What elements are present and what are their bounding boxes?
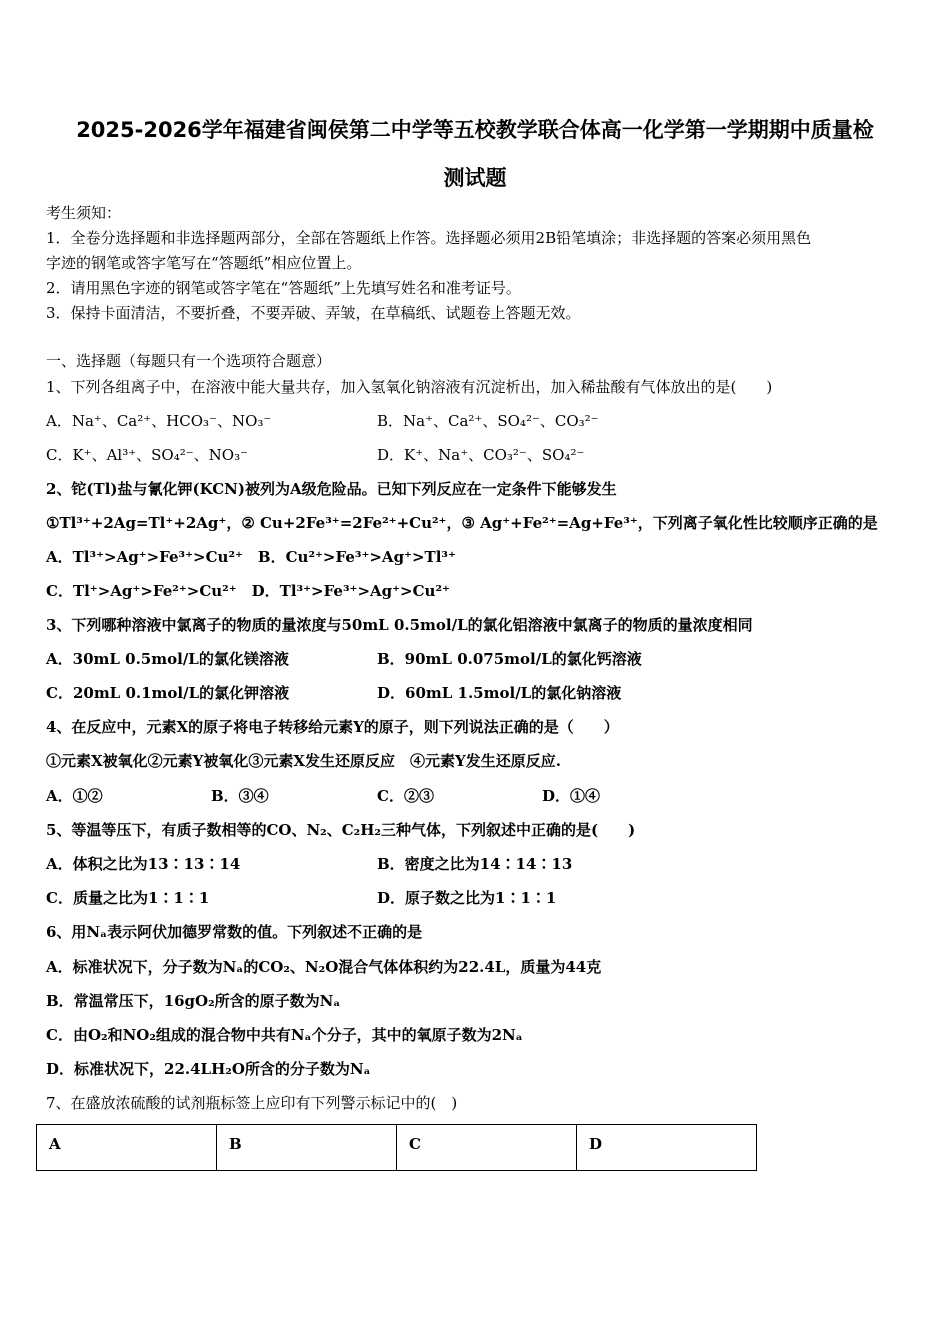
notice-item-2: 2．请用黑色字迹的钢笔或答字笔在“答题纸”上先填写姓名和准考证号。 bbox=[46, 279, 521, 297]
q1-option-d: D．K⁺、Na⁺、CO₃²⁻、SO₄²⁻ bbox=[377, 446, 585, 464]
q7-cell-c: C bbox=[397, 1125, 577, 1171]
q4-option-b: B．③④ bbox=[211, 787, 269, 805]
q3-option-d: D．60mL 1.5mol/L的氯化钠溶液 bbox=[377, 684, 622, 702]
q6-option-a: A．标准状况下，分子数为Nₐ的CO₂、N₂O混合气体体积约为22.4L，质量为44克 bbox=[46, 958, 602, 976]
q3-option-a: A．30mL 0.5mol/L的氯化镁溶液 bbox=[46, 650, 289, 668]
q2-reactions: ①Tl³⁺+2Ag=Tl⁺+2Ag⁺，② Cu+2Fe³⁺=2Fe²⁺+Cu²⁺，③ Ag⁺+Fe²⁺=Ag+Fe³⁺，下列离子氧化性比较顺序正确的是 bbox=[46, 514, 878, 532]
q4-option-c: C．②③ bbox=[377, 787, 434, 805]
q1-option-a: A．Na⁺、Ca²⁺、HCO₃⁻、NO₃⁻ bbox=[46, 412, 272, 430]
q1-option-b: B．Na⁺、Ca²⁺、SO₄²⁻、CO₃²⁻ bbox=[377, 412, 599, 430]
q4-option-d: D．①④ bbox=[542, 787, 601, 805]
q4-option-a: A．①② bbox=[46, 787, 103, 805]
q7-cell-b: B bbox=[217, 1125, 397, 1171]
q7-cell-d: D bbox=[577, 1125, 757, 1171]
q5-option-a: A．体积之比为13∶13∶14 bbox=[46, 855, 241, 873]
q6-stem: 6、用Nₐ表示阿伏加德罗常数的值。下列叙述不正确的是 bbox=[46, 923, 423, 941]
q4-stem: 4、在反应中，元素X的原子将电子转移给元素Y的原子，则下列说法正确的是（ ） bbox=[46, 718, 619, 736]
q7-options-table bbox=[36, 1124, 757, 1171]
q3-option-c: C．20mL 0.1mol/L的氯化钾溶液 bbox=[46, 684, 290, 702]
q5-stem: 5、等温等压下，有质子数相等的CO、N₂、C₂H₂三种气体，下列叙述中正确的是( ) bbox=[46, 821, 636, 839]
page-title-line2: 测试题 bbox=[443, 166, 507, 190]
q3-stem: 3、下列哪种溶液中氯离子的物质的量浓度与50mL 0.5mol/L的氯化铝溶液中氯离子的物质的量浓度相同 bbox=[46, 616, 753, 634]
q7-stem: 7、在盛放浓硫酸的试剂瓶标签上应印有下列警示标记中的( ) bbox=[46, 1094, 458, 1112]
q2-options-cd: C．Tl⁺>Ag⁺>Fe²⁺>Cu²⁺ D．Tl³⁺>Fe³⁺>Ag⁺>Cu²⁺ bbox=[46, 582, 450, 600]
q1-stem: 1、下列各组离子中，在溶液中能大量共存，加入氢氧化钠溶液有沉淀析出，加入稀盐酸有气体放出的是( ) bbox=[46, 378, 773, 396]
q3-option-b: B．90mL 0.075mol/L的氯化钙溶液 bbox=[377, 650, 642, 668]
q6-option-c: C．由O₂和NO₂组成的混合物中共有Nₐ个分子，其中的氧原子数为2Nₐ bbox=[46, 1026, 523, 1044]
q5-option-c: C．质量之比为1∶1∶1 bbox=[46, 889, 210, 907]
q4-statements: ①元素X被氧化②元素Y被氧化③元素X发生还原反应 ④元素Y发生还原反应. bbox=[46, 752, 561, 770]
q2-stem: 2、铊(Tl)盐与氰化钾(KCN)被列为A级危险品。已知下列反应在一定条件下能够发生 bbox=[46, 480, 617, 498]
notice-item-3: 3．保持卡面清洁，不要折叠，不要弄破、弄皱，在草稿纸、试题卷上答题无效。 bbox=[46, 304, 581, 322]
q7-cell-a: A bbox=[37, 1125, 217, 1171]
page-title-line1: 2025-2026学年福建省闽侯第二中学等五校教学联合体高一化学第一学期期中质量检 bbox=[76, 118, 874, 142]
q5-option-d: D．原子数之比为1∶1∶1 bbox=[377, 889, 557, 907]
notice-item-1b: 字迹的钢笔或答字笔写在“答题纸”相应位置上。 bbox=[46, 254, 362, 272]
q5-option-b: B．密度之比为14∶14∶13 bbox=[377, 855, 573, 873]
q6-option-b: B．常温常压下，16gO₂所含的原子数为Nₐ bbox=[46, 992, 341, 1010]
q6-option-d: D．标准状况下，22.4LH₂O所含的分子数为Nₐ bbox=[46, 1060, 371, 1078]
q1-option-c: C．K⁺、Al³⁺、SO₄²⁻、NO₃⁻ bbox=[46, 446, 249, 464]
notice-heading: 考生须知： bbox=[46, 204, 122, 222]
q2-options-ab: A．Tl³⁺>Ag⁺>Fe³⁺>Cu²⁺ B．Cu²⁺>Fe³⁺>Ag⁺>Tl³⁺ bbox=[46, 548, 456, 566]
notice-item-1a: 1．全卷分选择题和非选择题两部分，全部在答题纸上作答。选择题必须用2B铅笔填涂；非选择题的答案必须用黑色 bbox=[46, 229, 812, 247]
section-heading: 一、选择题（每题只有一个选项符合题意） bbox=[46, 352, 332, 370]
